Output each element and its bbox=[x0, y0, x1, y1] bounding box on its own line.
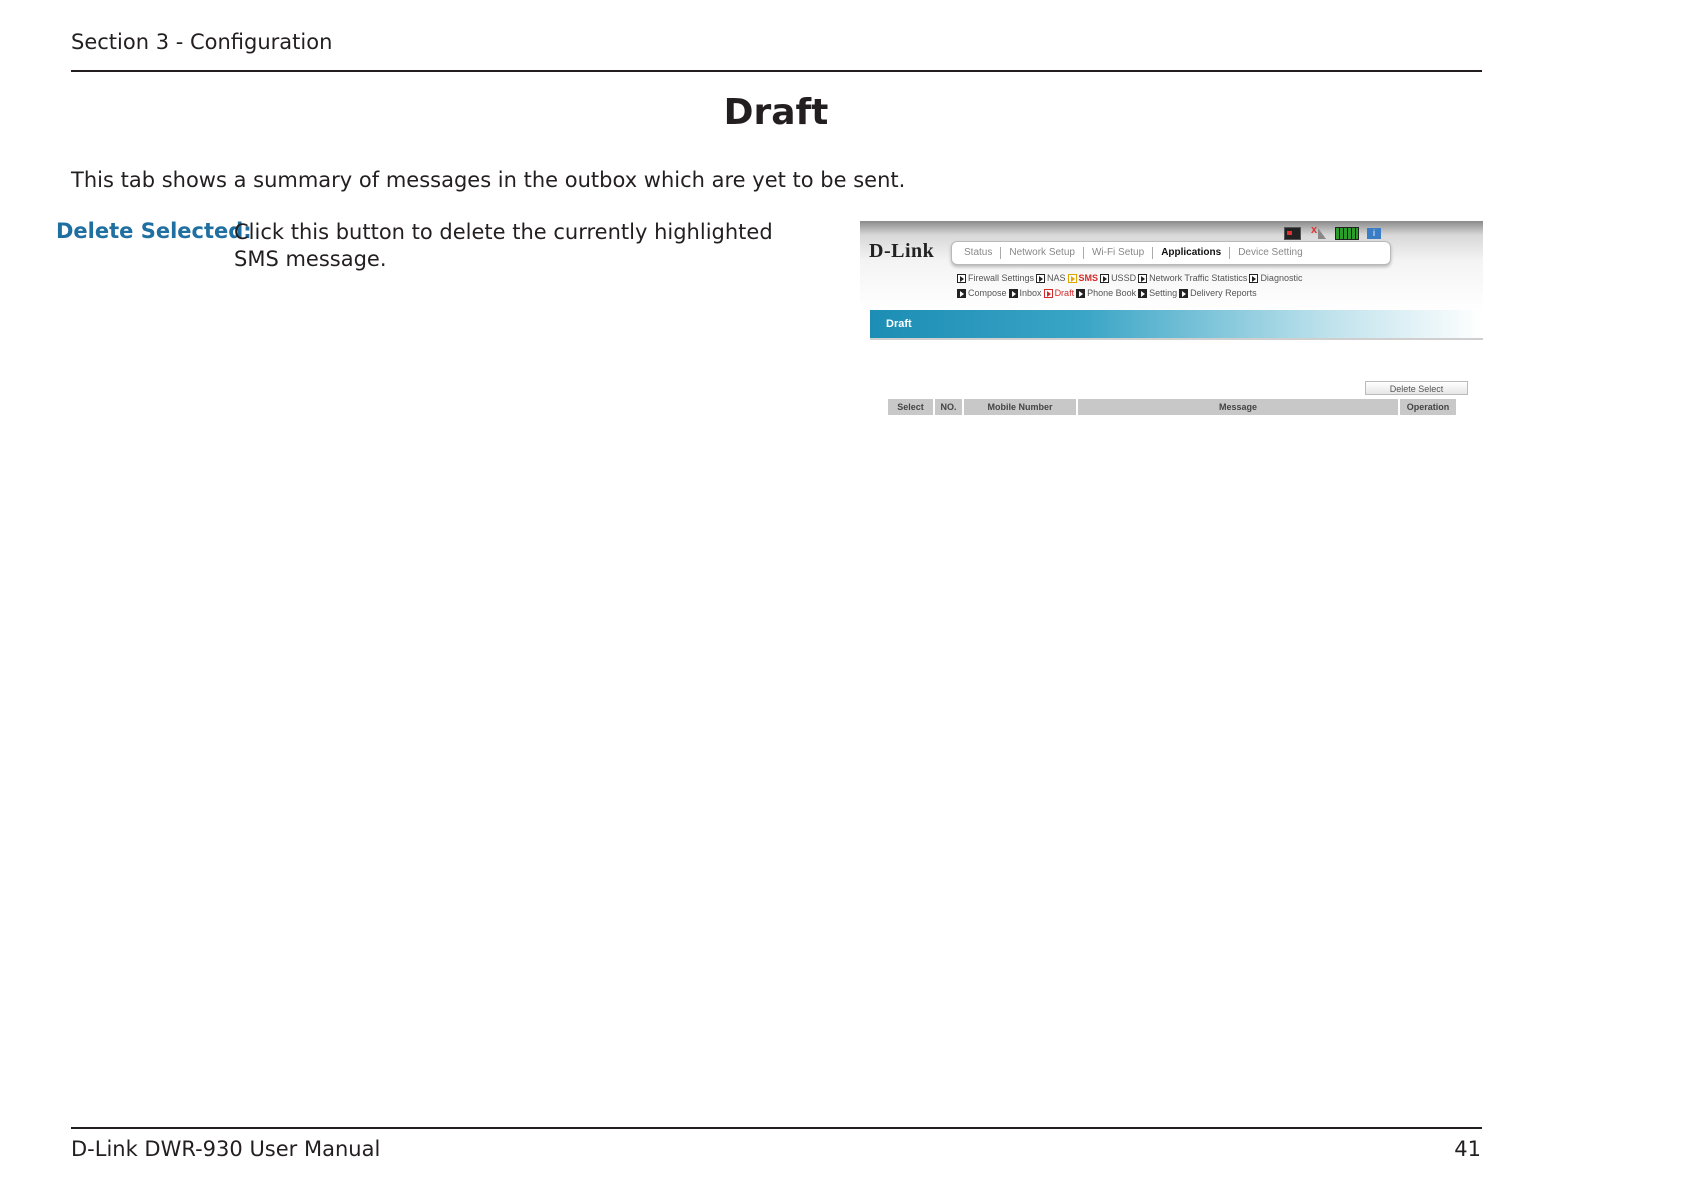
info-icon: i bbox=[1367, 228, 1381, 239]
arrow-icon bbox=[957, 289, 966, 298]
definition-term: Delete Selected: bbox=[56, 219, 252, 243]
nav-network-setup[interactable]: Network Setup bbox=[1001, 247, 1084, 259]
page-number: 41 bbox=[1454, 1137, 1481, 1161]
sim-icon bbox=[1284, 227, 1301, 240]
arrow-icon bbox=[1068, 274, 1077, 283]
subnav-sms[interactable]: SMS bbox=[1068, 273, 1099, 283]
signal-icon bbox=[1309, 228, 1327, 239]
arrow-icon bbox=[1138, 289, 1147, 298]
subnav-network-traffic-statistics[interactable]: Network Traffic Statistics bbox=[1138, 273, 1247, 283]
subnav-compose[interactable]: Compose bbox=[957, 288, 1007, 298]
arrow-icon bbox=[1044, 289, 1053, 298]
main-nav bbox=[951, 241, 1391, 265]
col-no: NO. bbox=[935, 399, 962, 415]
subnav-ussd[interactable]: USSD bbox=[1100, 273, 1136, 283]
arrow-icon bbox=[1100, 274, 1109, 283]
delete-select-button[interactable]: Delete Select bbox=[1365, 381, 1468, 395]
dlink-logo: D-Link bbox=[869, 240, 935, 262]
arrow-icon bbox=[1249, 274, 1258, 283]
subnav-sms-pages bbox=[957, 288, 1259, 298]
subnav-firewall-settings[interactable]: Firewall Settings bbox=[957, 273, 1034, 283]
router-ui-screenshot bbox=[860, 221, 1483, 416]
subnav-setting[interactable]: Setting bbox=[1138, 288, 1177, 298]
nav-applications[interactable]: Applications bbox=[1153, 247, 1230, 259]
subnav-diagnostic[interactable]: Diagnostic bbox=[1249, 273, 1302, 283]
arrow-icon bbox=[957, 274, 966, 283]
section-header: Section 3 - Configuration bbox=[71, 30, 333, 54]
nav-device-setting[interactable]: Device Setting bbox=[1238, 247, 1303, 258]
subnav-draft[interactable]: Draft bbox=[1044, 288, 1075, 298]
arrow-icon bbox=[1009, 289, 1018, 298]
arrow-icon bbox=[1138, 274, 1147, 283]
arrow-icon bbox=[1076, 289, 1085, 298]
arrow-icon bbox=[1179, 289, 1188, 298]
col-operation: Operation bbox=[1400, 399, 1456, 415]
header-rule bbox=[71, 70, 1482, 72]
status-icons bbox=[1284, 226, 1381, 240]
battery-icon bbox=[1335, 227, 1359, 240]
band-title: Draft bbox=[886, 318, 912, 330]
section-title-band bbox=[870, 310, 1483, 340]
subnav-phone-book[interactable]: Phone Book bbox=[1076, 288, 1136, 298]
subnav-delivery-reports[interactable]: Delivery Reports bbox=[1179, 288, 1257, 298]
col-mobile-number: Mobile Number bbox=[964, 399, 1076, 415]
nav-wifi-setup[interactable]: Wi-Fi Setup bbox=[1084, 247, 1153, 259]
intro-text: This tab shows a summary of messages in the outbox which are yet to be sent. bbox=[71, 168, 906, 192]
arrow-icon bbox=[1036, 274, 1045, 283]
footer-rule bbox=[71, 1127, 1482, 1129]
col-select: Select bbox=[888, 399, 933, 415]
subnav-inbox[interactable]: Inbox bbox=[1009, 288, 1042, 298]
footer-manual-title: D-Link DWR-930 User Manual bbox=[71, 1137, 381, 1161]
nav-status[interactable]: Status bbox=[956, 247, 1001, 259]
draft-table-header bbox=[888, 399, 1456, 415]
subnav-applications bbox=[957, 273, 1304, 283]
page-title: Draft bbox=[723, 92, 829, 133]
subnav-nas[interactable]: NAS bbox=[1036, 273, 1066, 283]
col-message: Message bbox=[1078, 399, 1398, 415]
definition-text: Click this button to delete the currently highlighted SMS message. bbox=[234, 220, 773, 271]
